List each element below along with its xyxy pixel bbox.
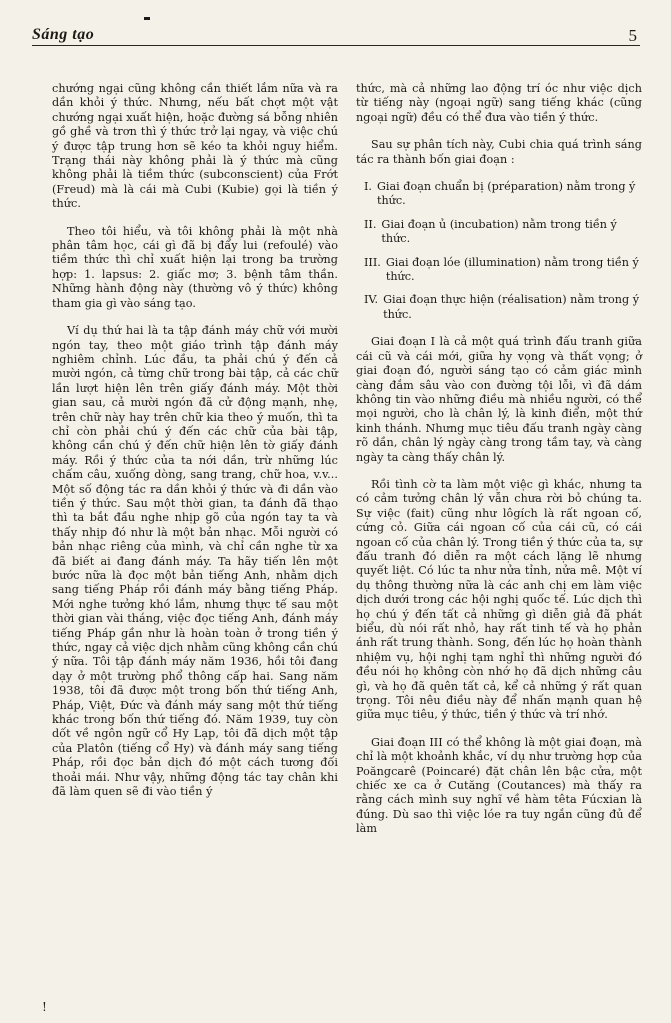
stage-text: Giai đoạn lóe (illumination) nằm trong tiền ý thức. [385,255,639,284]
stage-item [356,293,642,322]
stage-number: II. [364,217,377,231]
left-column [52,82,338,813]
paragraph: Sau sự phân tích này, Cubi chia quá trình sáng tác ra thành bốn giai đoạn : [356,138,642,166]
stage-item [356,180,642,209]
stage-number: IV. [364,293,379,307]
stage-item [356,256,642,285]
stage-text: Giai đoạn chuẩn bị (préparation) nằm trong ý thức. [376,180,636,208]
page-number: 5 [628,26,637,45]
stage-list [356,180,642,322]
stage-text: Giai đoạn ủ (incubation) nằm trong tiền ý thức. [381,217,617,246]
stage-number: III. [364,255,381,269]
paragraph: Giai đoạn III có thể không là một giai đoạn, mà chỉ là một khoảnh khắc, ví dụ như trường hợp của Poăngcarê (Poincaré) đặt chân lên bậc cửa, một chiếc xe ca ở Cutăng (Coutances) mà thấy ra rằng cách mình suy nghĩ về hàm têta Fúcxian là đúng. Dù sao thì việc lóe ra tuy ngắn cũng đủ để làm [356,735,642,836]
paragraph: Rồi tình cờ ta làm một việc gì khác, nhưng ta có cảm tưởng chân lý vẫn chưa rời bỏ chúng ta. Sự việc (fait) cũng như lôgích là rất ngoan cố, cứng cỏ. Giữa cái ngoan cố của cái cũ, có cái ngoan cố của chân lý. Trong tiền ý thức của ta, sự đấu tranh đó diễn ra một cách lặng lẽ nhưng quyết liệt. Có lúc ta như nửa tỉnh, nửa mê. Một ví dụ thông thường nữa là các anh chị em làm việc dịch dưới trong các hội nghị quốc tế. Lúc dịch thì họ chú ý đến tất cả những gì diễn giả đã phát biểu, dù nói rất nhỏ, hay rất tinh tế và họ phản ánh rất trung thành. Song, đến lúc họ hoàn thành nhiệm vụ, hội nghị tạm nghỉ thì những người đó đều nói họ không còn nhớ họ đã dịch những câu gì, và họ đã quên tất cả, kể cả những ý rất quan trọng. Tôi nêu điều này để nhấn mạnh quan hệ giữa mục tiêu, ý thức, tiền ý thức và trí nhớ. [356,477,642,722]
paragraph: Theo tôi hiểu, và tôi không phải là một nhà phân tâm học, cái gì đã bị đẩy lui (refoulé) vào tiềm thức thì chỉ xuất hiện lại trong ba trường hợp: 1. lapsus: 2. giấc mơ; 3. bệnh tâm thần. Những hành động này (thường vô ý thức) không tham gia gì vào sáng tạo. [52,224,338,310]
stage-item [356,218,642,247]
running-title: Sáng tạo [32,26,95,43]
right-column [356,82,642,850]
header-dash [144,17,150,20]
header-rule [32,45,640,46]
stage-number: I. [364,180,372,194]
paragraph: thức, mà cả những lao động trí óc như việc dịch từ tiếng này (ngoại ngữ) sang tiếng khác (cũng ngoại ngữ) đều có thể đưa vào tiền ý thức. [356,82,642,124]
paragraph: Ví dụ thứ hai là ta tập đánh máy chữ với mười ngón tay, theo một giáo trình tập đánh máy nghiêm chỉnh. Lúc đầu, ta phải chú ý đến cả mười ngón, cả từng chữ trong bài tập, cả các chữ lần lượt hiện lên trên giấy đánh máy. Một thời gian sau, cả mười ngón đã cử động mạnh, nhẹ, trên chữ này hay trên chữ kia theo ý muốn, thì ta chỉ còn phải chú ý đến các chữ của bài tập, không cần chú ý đến chữ hiện lên tờ giấy đánh máy. Rồi ý thức của ta nới dần, trừ những lúc chấm câu, xuống dòng, sang trang, chữ hoa, v.v... Một số động tác ra dần khỏi ý thức và đi dần vào tiền ý thức. Sau một thời gian, ta đánh đã thạo thì ta bắt đầu nghe nhịp gõ của ngón tay ta và thấy nhịp đó như là một bản nhạc. Mỗi người có bản nhạc riêng của mình, và chỉ cần nghe từ xa đã biết ai đang đánh máy. Ta hãy tiến lên một bước nữa là đọc một bản tiếng Anh, nhằm dịch sang tiếng Pháp rồi đánh máy bằng tiếng Pháp. Mới nghe tưởng khó lắm, nhưng thực tế sau một thời gian vài tháng, việc đọc tiếng Anh, đánh máy tiếng Pháp gần như là hoàn toàn ở trong tiền ý thức, ngay cả việc dịch nhằm cũng không cần chú ý nữa. Tôi tập đánh máy năm 1936, hồi tôi đang dạy ở một trường phổ thông cấp hai. Sang năm 1938, tôi đã được một trong bốn thứ tiếng Anh, Pháp, Việt, Đức và đánh máy sang một thứ tiếng khác trong bốn thứ tiếng đó. Năm 1939, tuy còn dốt về ngôn ngữ cổ Hy Lạp, tôi đã dịch một tập của Platôn (tiếng cổ Hy) và đánh máy sang tiếng Pháp, rồi đọc bản dịch đó một cách tương đối thoải mái. Như vậy, những động tác tay chân khi đã làm quen sẽ đi vào tiền ý [52,324,338,799]
footer-mark: ! [42,1000,47,1014]
paragraph: Giai đoạn I là cả một quá trình đấu tranh giữa cái cũ và cái mới, giữa hy vọng và thất vọng; ở giai đoạn đó, người sáng tạo có cảm giác mình càng đắm sâu vào con đường tội lỗi, vì đã dám không tin vào những điều mà nhiều người, có thể mọi người, cho là chân lý, là kinh điển, một thứ kinh thánh. Nhưng mục tiêu đấu tranh ngày càng rõ dần, chân lý ngày càng trong tầm tay, và càng ngày ta càng thấy chân lý. [356,335,642,464]
stage-text: Giai đoạn thực hiện (réalisation) nằm trong ý thức. [383,293,640,321]
paragraph: chướng ngại cũng không cần thiết lắm nữa và ra dần khỏi ý thức. Nhưng, nếu bất chợt một vật chướng ngại xuất hiện, hoặc đường sá bỗng nhiên gồ ghề và trơn thì ý thức trở lại ngay, và việc chú ý được tập trung hơn sẽ kéo ta khỏi nguy hiểm. Trạng thái này không phải là ý thức mà cũng không phải là tiềm thức (subconscient) của Frớt (Freud) mà là cái mà Cubi (Kubie) gọi là tiền ý thức. [52,82,338,211]
